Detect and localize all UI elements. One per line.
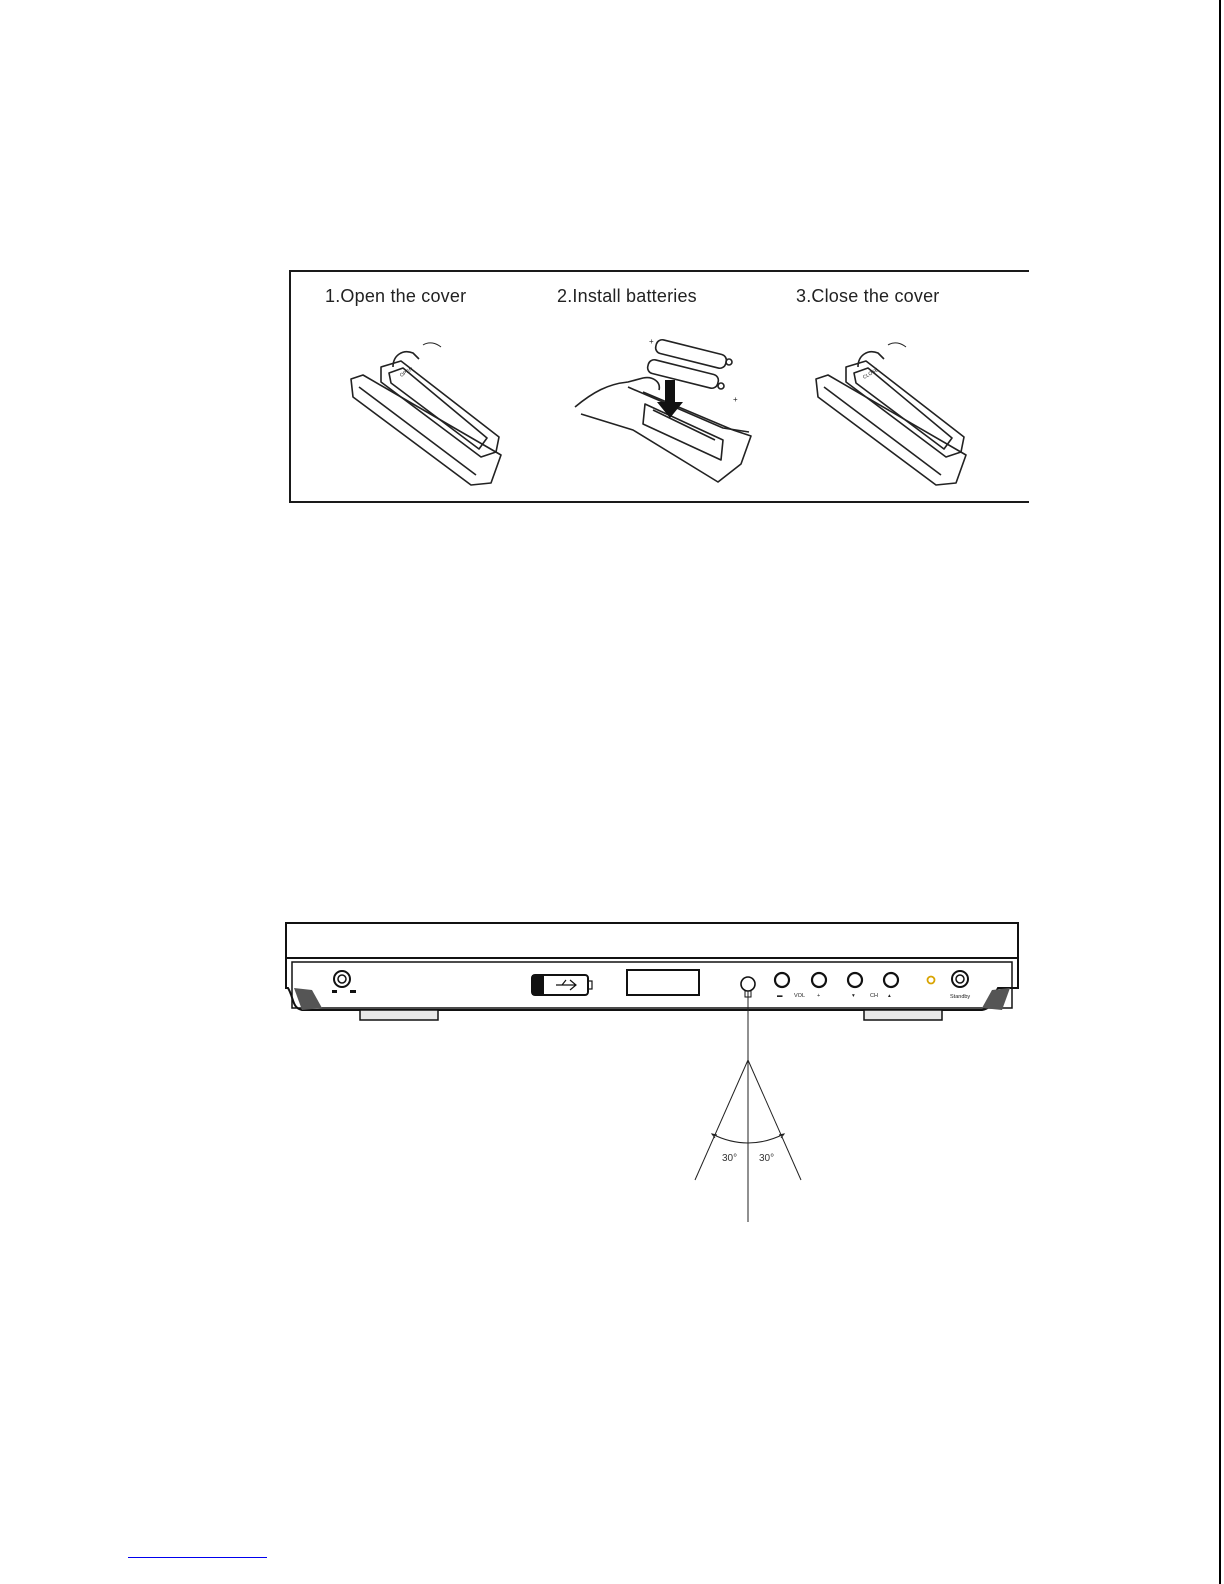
device-foot-right [864, 1010, 942, 1020]
standby-label: Standby [950, 994, 971, 1000]
device-top-bezel [286, 923, 1018, 958]
angle-left-label: 30° [722, 1153, 738, 1164]
svg-text:OPEN: OPEN [399, 366, 415, 379]
remote-open-cover-illustration [341, 337, 511, 487]
ch-up-button[interactable] [884, 973, 898, 987]
step-3-label: 3.Close the cover [796, 286, 940, 306]
remote-install-batteries-illustration [573, 332, 763, 492]
front-panel-diagram [282, 918, 1022, 1228]
svg-text:CLOSE: CLOSE [862, 367, 880, 381]
standby-button[interactable] [952, 971, 968, 987]
device-foot-left [360, 1010, 438, 1020]
usb-icon[interactable] [532, 975, 592, 995]
ch-down-button[interactable] [848, 973, 862, 987]
indicator-led-icon [928, 977, 935, 984]
svg-text:▬: ▬ [777, 993, 783, 999]
footer-link-underline[interactable] [128, 1557, 267, 1558]
battery-steps-panel [289, 270, 1029, 503]
angle-right-label: 30° [759, 1153, 775, 1164]
power-knob-icon[interactable] [332, 971, 356, 993]
remote-close-cover-illustration [806, 337, 976, 487]
ir-angle-right-line [748, 1060, 801, 1180]
vol-down-button[interactable] [775, 973, 789, 987]
vol-up-button[interactable] [812, 973, 826, 987]
svg-text:+: + [817, 993, 821, 999]
page-edge-rule [1219, 0, 1221, 1584]
ch-label: CH [870, 993, 878, 999]
svg-text:▾: ▾ [852, 993, 855, 999]
svg-text:+: + [733, 395, 738, 404]
svg-text:▴: ▴ [888, 993, 891, 999]
vol-label: VOL [794, 993, 806, 999]
display-window [627, 970, 699, 995]
step-1-label: 1.Open the cover [325, 286, 467, 306]
step-2-label: 2.Install batteries [557, 286, 697, 306]
svg-text:+: + [649, 337, 654, 346]
